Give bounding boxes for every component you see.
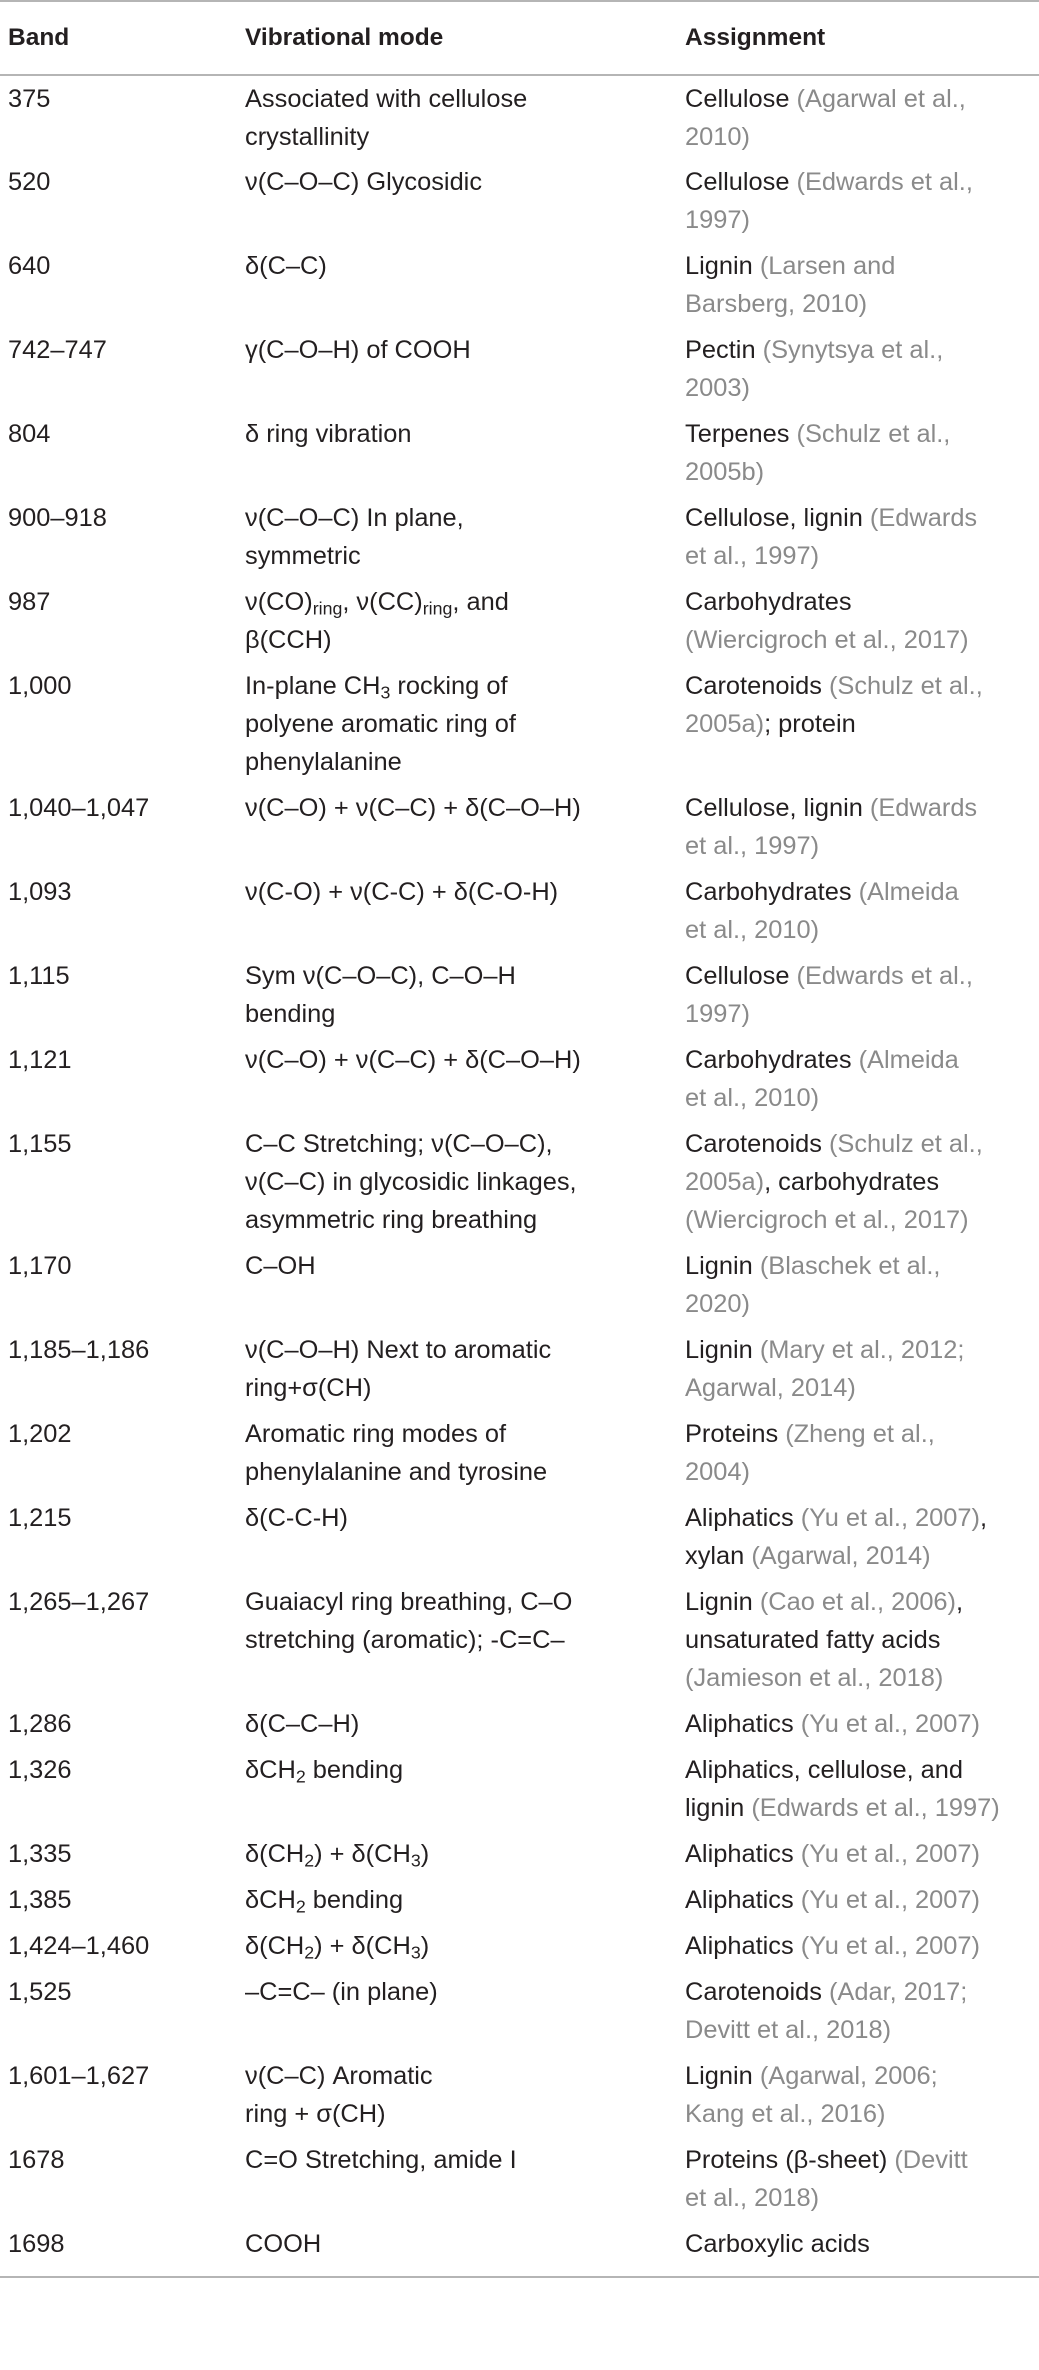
table-row <box>0 1121 1039 1243</box>
table-row <box>0 1579 1039 1701</box>
assignment-cell: Lignin (Blaschek et al., 2020) <box>685 1252 941 1318</box>
header-vibrational-mode: Vibrational mode <box>235 1 675 75</box>
assignment-cell: Pectin (Synytsya et al., 2003) <box>685 336 944 402</box>
citation: (Jamieson et al., 2018) <box>685 1664 944 1692</box>
citation: Barsberg, 2010) <box>685 290 868 318</box>
citation: (Adar, 2017; <box>828 1978 968 2006</box>
band-cell: 1,155 <box>8 1130 72 1158</box>
table-row <box>0 2137 1039 2221</box>
band-cell: 1,601–1,627 <box>8 2062 150 2090</box>
assignment-cell: Aliphatics, cellulose, and lignin (Edwards et al., 1997) <box>685 1756 1000 1822</box>
table-row <box>0 75 1039 159</box>
table-row <box>0 1831 1039 1877</box>
citation: (Schulz et al., <box>796 420 951 448</box>
table-row <box>0 869 1039 953</box>
citation: 2005a) <box>685 710 765 738</box>
table-row <box>0 1969 1039 2053</box>
band-cell: 804 <box>8 420 51 448</box>
table-row <box>0 579 1039 663</box>
band-cell: 1,170 <box>8 1252 72 1280</box>
band-cell: 1,040–1,047 <box>8 794 150 822</box>
table-row <box>0 243 1039 327</box>
band-cell: 1,335 <box>8 1840 72 1868</box>
assignment-cell: Aliphatics (Yu et al., 2007) <box>685 1932 980 1960</box>
assignment-cell: Cellulose (Agarwal et al., 2010) <box>685 85 966 151</box>
citation: (Edwards <box>869 504 978 532</box>
band-cell: 1,121 <box>8 1046 72 1074</box>
assignment-cell: Carboxylic acids <box>685 2230 870 2258</box>
citation: (Blaschek et al., <box>759 1252 941 1280</box>
assignment-cell: Aliphatics (Yu et al., 2007) <box>685 1840 980 1868</box>
header-assignment: Assignment <box>675 1 1039 75</box>
citation: Agarwal, 2014) <box>685 1374 856 1402</box>
band-cell: 1,000 <box>8 672 72 700</box>
citation: et al., 1997) <box>685 832 820 860</box>
band-cell: 987 <box>8 588 51 616</box>
citation: et al., 2018) <box>685 2184 820 2212</box>
assignment-cell: Carotenoids (Adar, 2017; Devitt et al., 2018) <box>685 1978 968 2044</box>
citation: (Schulz et al., <box>828 672 983 700</box>
table-row <box>0 327 1039 411</box>
band-cell: 1,385 <box>8 1886 72 1914</box>
band-cell: 1698 <box>8 2230 65 2258</box>
citation: 2003) <box>685 374 750 402</box>
table-row <box>0 1037 1039 1121</box>
assignment-cell: Proteins (Zheng et al., 2004) <box>685 1420 935 1486</box>
citation: Kang et al., 2016) <box>685 2100 886 2128</box>
mode-cell: δCH$_2$ bending <box>245 1886 404 1917</box>
assignment-cell: Carbohydrates (Almeida et al., 2010) <box>685 878 959 944</box>
band-cell: 1,326 <box>8 1756 72 1784</box>
assignment-cell: Lignin (Mary et al., 2012; Agarwal, 2014) <box>685 1336 965 1402</box>
citation: (Devitt <box>894 2146 968 2174</box>
band-cell: 1,265–1,267 <box>8 1588 150 1616</box>
table-row <box>0 1923 1039 1969</box>
citation: (Cao et al., 2006) <box>759 1588 957 1616</box>
table-row <box>0 2221 1039 2277</box>
table-row <box>0 495 1039 579</box>
mode-cell: ν(C–O) + ν(C–C) + δ(C–O–H) <box>245 794 581 822</box>
band-cell: 1678 <box>8 2146 65 2174</box>
mode-cell: ν(C–O–C) Glycosidic <box>245 168 483 196</box>
citation: (Agarwal et al., <box>796 85 966 113</box>
mode-cell: δ(C–C) <box>245 252 327 280</box>
table-row <box>0 411 1039 495</box>
mode-cell: Associated with cellulose crystallinity <box>245 85 528 151</box>
mode-cell: In-plane $CH_3$ rocking of polyene aromatic ring of phenylalanine <box>245 672 516 776</box>
citation: et al., 1997) <box>685 542 820 570</box>
mode-cell: γ(C–O–H) of COOH <box>245 336 471 364</box>
citation: 2005b) <box>685 458 765 486</box>
table-header <box>0 1 1039 75</box>
table-row <box>0 1701 1039 1747</box>
mode-cell: $\nu(CO)_{ring}$, $\nu(CC)_{ring}$, and β(CCH) <box>245 588 509 654</box>
citation: (Yu et al., 2007) <box>800 1886 980 1914</box>
band-cell: 1,202 <box>8 1420 72 1448</box>
citation: (Wiercigroch et al., 2017) <box>685 1206 969 1234</box>
mode-cell: ν(C-O) + ν(C-C) + δ(C-O-H) <box>245 878 559 906</box>
mode-cell: C–OH <box>245 1252 316 1280</box>
citation: 2010) <box>685 123 750 151</box>
mode-cell: δCH$_2$ bending <box>245 1756 404 1787</box>
citation: (Almeida <box>858 878 959 906</box>
citation: (Mary et al., 2012; <box>759 1336 965 1364</box>
band-cell: 900–918 <box>8 504 107 532</box>
table-row <box>0 159 1039 243</box>
citation: (Edwards et al., 1997) <box>751 1794 1000 1822</box>
citation: (Yu et al., 2007) <box>800 1932 980 1960</box>
assignment-cell: Lignin (Larsen and Barsberg, 2010) <box>685 252 896 318</box>
citation: (Synytsya et al., <box>762 336 944 364</box>
citation: (Larsen and <box>759 252 896 280</box>
assignment-cell: Aliphatics (Yu et al., 2007), xylan (Agarwal, 2014) <box>685 1504 988 1570</box>
mode-cell: –C=C– (in plane) <box>245 1978 438 2006</box>
table-row <box>0 1877 1039 1923</box>
mode-cell: C=O Stretching, amide I <box>245 2146 517 2174</box>
citation: (Yu et al., 2007) <box>800 1840 980 1868</box>
table-row <box>0 1327 1039 1411</box>
band-cell: 1,286 <box>8 1710 72 1738</box>
band-cell: 640 <box>8 252 51 280</box>
mode-cell: Aromatic ring modes of phenylalanine and tyrosine <box>245 1420 548 1486</box>
table-row <box>0 1411 1039 1495</box>
citation: (Wiercigroch et al., 2017) <box>685 626 969 654</box>
table-row <box>0 953 1039 1037</box>
band-cell: 1,424–1,460 <box>8 1932 150 1960</box>
assignment-cell: Carbohydrates (Almeida et al., 2010) <box>685 1046 959 1112</box>
citation: et al., 2010) <box>685 1084 820 1112</box>
table-row <box>0 1747 1039 1831</box>
citation: (Edwards et al., <box>796 168 973 196</box>
citation: (Zheng et al., <box>785 1420 935 1448</box>
band-cell: 1,215 <box>8 1504 72 1532</box>
citation: (Agarwal, 2014) <box>751 1542 931 1570</box>
mode-cell: C–C Stretching; ν(C–O–C), ν(C–C) in glycosidic linkages, asymmetric ring breathing <box>245 1130 577 1234</box>
citation: 2005a) <box>685 1168 765 1196</box>
assignment-cell: Lignin (Agarwal, 2006; Kang et al., 2016) <box>685 2062 938 2128</box>
citation: (Yu et al., 2007) <box>800 1710 980 1738</box>
mode-cell: δ(C–C–H) <box>245 1710 360 1738</box>
assignment-cell: Aliphatics (Yu et al., 2007) <box>685 1886 980 1914</box>
band-cell: 1,093 <box>8 878 72 906</box>
assignment-cell: Carotenoids (Schulz et al., 2005a); protein <box>685 672 983 738</box>
citation: (Edwards <box>869 794 978 822</box>
citation: (Agarwal, 2006; <box>759 2062 938 2090</box>
citation: 2020) <box>685 1290 750 1318</box>
assignment-cell: Cellulose (Edwards et al., 1997) <box>685 962 973 1028</box>
citation: (Edwards et al., <box>796 962 973 990</box>
citation: 1997) <box>685 206 750 234</box>
mode-cell: ν(C–O–H) Next to aromatic ring+σ(CH) <box>245 1336 552 1402</box>
mode-cell: δ(C-C-H) <box>245 1504 348 1532</box>
mode-cell: ν(C–O–C) In plane, symmetric <box>245 504 464 570</box>
citation: (Schulz et al., <box>828 1130 983 1158</box>
mode-cell: $\delta(CH_2) + \delta(CH_3)$ <box>245 1932 430 1963</box>
assignment-cell: Terpenes (Schulz et al., 2005b) <box>685 420 951 486</box>
mode-cell: ν(C–C) Aromatic ring + σ(CH) <box>245 2062 433 2128</box>
band-cell: 375 <box>8 85 51 113</box>
citation: et al., 2010) <box>685 916 820 944</box>
assignment-cell: Cellulose (Edwards et al., 1997) <box>685 168 973 234</box>
citation: (Almeida <box>858 1046 959 1074</box>
table-row <box>0 663 1039 785</box>
header-band: Band <box>0 1 235 75</box>
band-cell: 742–747 <box>8 336 107 364</box>
band-cell: 1,115 <box>8 962 70 990</box>
band-cell: 1,525 <box>8 1978 72 2006</box>
table-row <box>0 2053 1039 2137</box>
assignment-cell: Lignin (Cao et al., 2006), unsaturated fatty acids (Jamieson et al., 2018) <box>685 1588 964 1692</box>
mode-cell: COOH <box>245 2230 322 2258</box>
assignment-cell: Cellulose, lignin (Edwards et al., 1997) <box>685 504 978 570</box>
band-cell: 520 <box>8 168 51 196</box>
table-row <box>0 1495 1039 1579</box>
mode-cell: Guaiacyl ring breathing, C–O stretching (aromatic); -C=C– <box>245 1588 573 1654</box>
citation: 1997) <box>685 1000 750 1028</box>
table-row <box>0 1243 1039 1327</box>
citation: Devitt et al., 2018) <box>685 2016 892 2044</box>
assignment-cell: Carbohydrates (Wiercigroch et al., 2017) <box>685 588 969 654</box>
assignment-cell: Cellulose, lignin (Edwards et al., 1997) <box>685 794 978 860</box>
citation: 2004) <box>685 1458 750 1486</box>
mode-cell: ν(C–O) + ν(C–C) + δ(C–O–H) <box>245 1046 581 1074</box>
assignment-cell: Aliphatics (Yu et al., 2007) <box>685 1710 980 1738</box>
mode-cell: δ ring vibration <box>245 420 412 448</box>
band-cell: 1,185–1,186 <box>8 1336 150 1364</box>
citation: (Yu et al., 2007) <box>800 1504 980 1532</box>
table-row <box>0 785 1039 869</box>
assignment-cell: Carotenoids (Schulz et al., 2005a), carbohydrates (Wiercigroch et al., 2017) <box>685 1130 983 1234</box>
mode-cell: Sym ν(C–O–C), C–O–H bending <box>245 962 516 1028</box>
mode-cell: $\delta(CH_2) + \delta(CH_3)$ <box>245 1840 430 1871</box>
assignment-cell: Proteins (β-sheet) (Devitt et al., 2018) <box>685 2146 968 2212</box>
